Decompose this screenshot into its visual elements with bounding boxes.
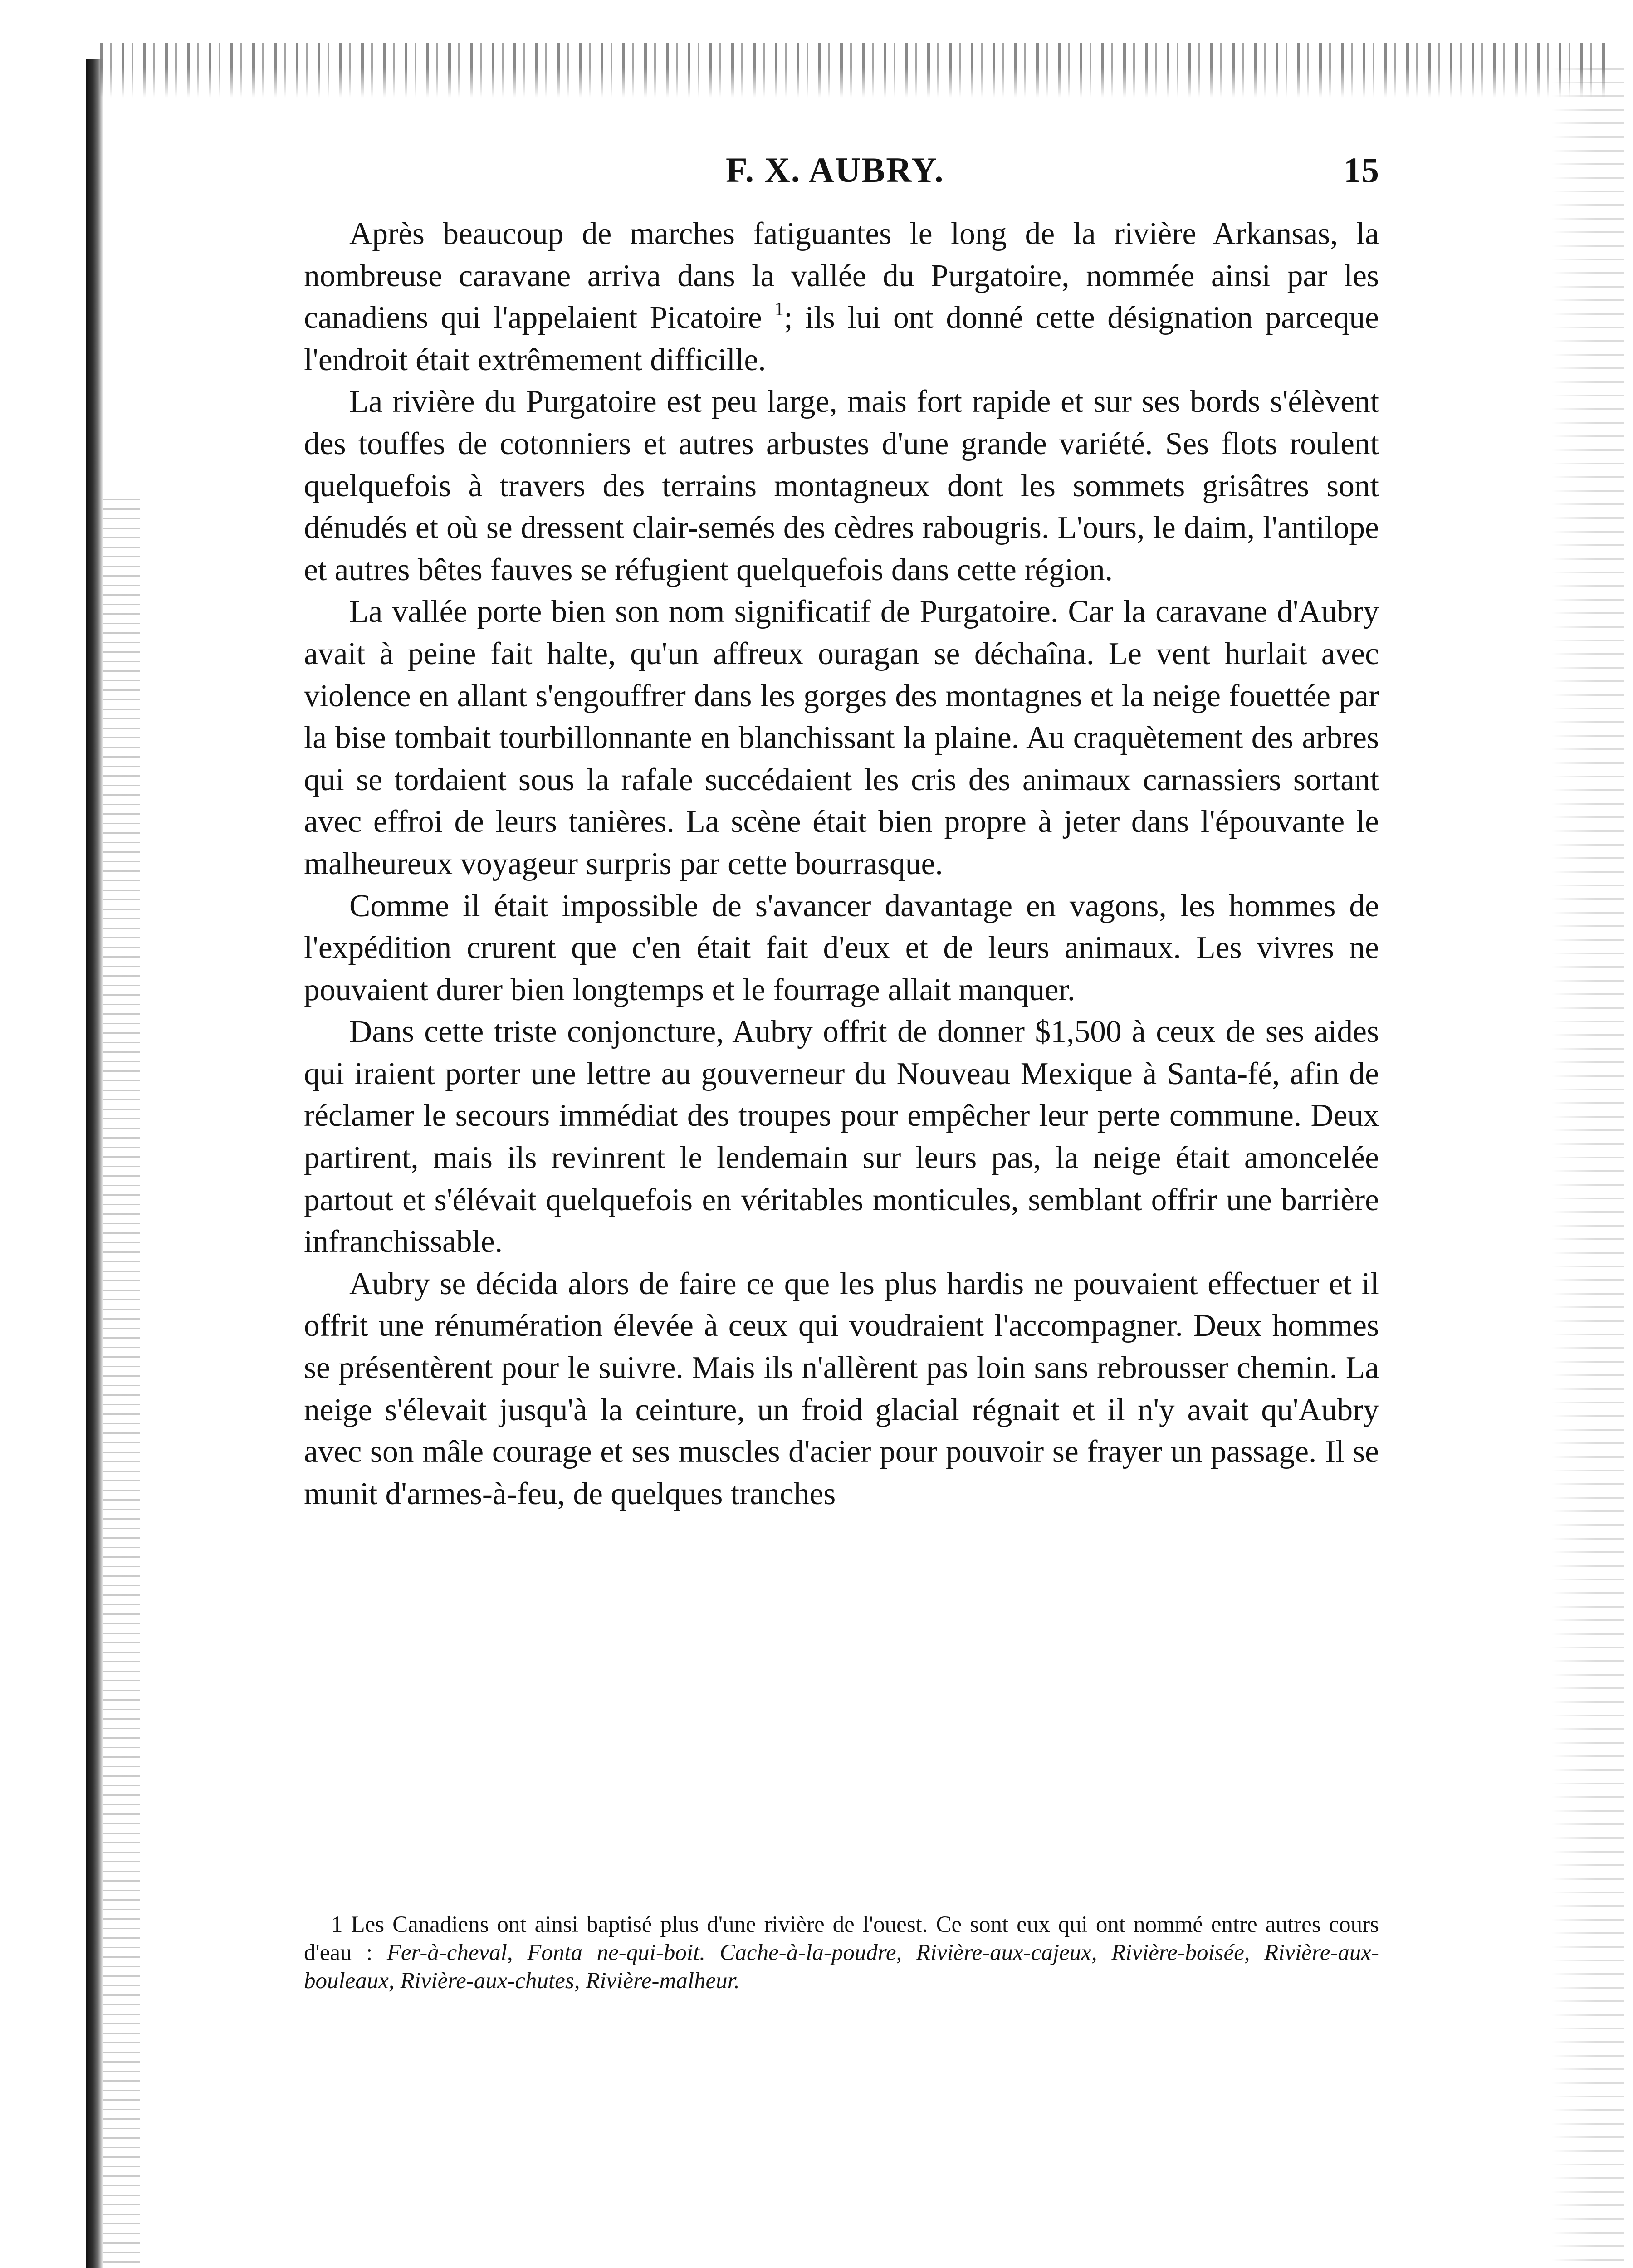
body-text — [304, 213, 1379, 1515]
paragraph-text: Après beaucoup de marches fatiguantes le long de la rivière Arkansas, la nombreuse caravane arriva dans la vallée du Purgatoire, nommée ainsi par les canadiens qui l'appelaient Picatoire — [304, 216, 1379, 336]
footnote — [304, 1911, 1379, 1995]
footnote-marker: 1 — [331, 1912, 343, 1937]
paragraph: La vallée porte bien son nom significatif de Purgatoire. Car la caravane d'Aubry avait à peine fait halte, qu'un affreux ouragan se déchaîna. Le vent hurlait avec violence en allant s'engouffrer dans les gorges des montagnes et la neige fouettée par la bise tombait tourbillonnante en blanchissant la plaine. Au craquètement des arbres qui se tordaient sous la rafale succédaient les cris des animaux carnassiers sortant avec effroi de leurs tanières. La scène était bien propre à jeter dans l'épouvante le malheureux voyageur surpris par cette bourrasque. — [304, 594, 1379, 881]
footnote-reference: 1 — [774, 299, 784, 320]
page-header — [304, 150, 1379, 200]
scan-edge-left-specks — [103, 499, 140, 2268]
running-head: F. X. AUBRY. — [726, 150, 944, 190]
footnote-river-names: Fer-à-cheval, Fonta ne-qui-boit. Cache-à-la-poudre, Rivière-aux-cajeux, Rivière-boisée, Rivière-aux-bouleaux, Rivière-aux-chutes, Rivière-malheur. — [304, 1940, 1379, 1994]
paragraph-text-continued: ; ils lui ont donné cette désignation parceque l'endroit était extrêmement difficille. — [304, 300, 1379, 377]
footnote-lead: Les Canadiens ont ainsi baptisé plus d'une rivière de l'ouest. Ce sont eux qui ont nommé entre autres cours d'eau : — [304, 1912, 1379, 1965]
page-number: 15 — [1344, 150, 1379, 190]
paragraph: Dans cette triste conjoncture, Aubry offrit de donner $1,500 à ceux de ses aides qui iraient porter une lettre au gouverneur du Nouveau Mexique à Santa-fé, afin de réclamer le secours immédiat des troupes pour empêcher leur perte commune. Deux partirent, mais ils revinrent le lendemain sur leurs pas, la neige était amoncelée partout et s'élévait quelquefois en véritables monticules, semblant offrir une barrière infranchissable. — [304, 1014, 1379, 1260]
paragraph — [304, 213, 1379, 381]
paragraph: Aubry se décida alors de faire ce que les plus hardis ne pouvaient effectuer et il offrit une rénumération élevée à ceux qui voudraient l'accompagner. Deux hommes se présentèrent pour le suivre. Mais ils n'allèrent pas loin sans rebrousser chemin. La neige s'élevait jusqu'à la ceinture, un froid glacial régnait et il n'y avait qu'Aubry avec son mâle courage et ses muscles d'acier pour pouvoir se frayer un passage. Il se munit d'armes-à-feu, de quelques tranches — [304, 1266, 1379, 1511]
scan-edge-top — [100, 43, 1606, 98]
scan-edge-right — [1551, 68, 1624, 2268]
paragraph: La rivière du Purgatoire est peu large, mais fort rapide et sur ses bords s'élèvent des touffes de cotonniers et autres arbustes d'une grande variété. Ses flots roulent quelquefois à travers des terrains montagneux dont les sommets grisâtres sont dénudés et où se dressent clair-semés des cèdres rabougris. L'ours, le daim, l'antilope et autres bêtes fauves se réfugient quelquefois dans cette région. — [304, 384, 1379, 587]
footnote-paragraph — [304, 1911, 1379, 1995]
paragraph: Comme il était impossible de s'avancer davantage en vagons, les hommes de l'expédition crurent que c'en était fait d'eux et de leurs animaux. Les vivres ne pouvaient durer bien longtemps et le fourrage allait manquer. — [304, 888, 1379, 1007]
scan-edge-left — [86, 59, 103, 2268]
